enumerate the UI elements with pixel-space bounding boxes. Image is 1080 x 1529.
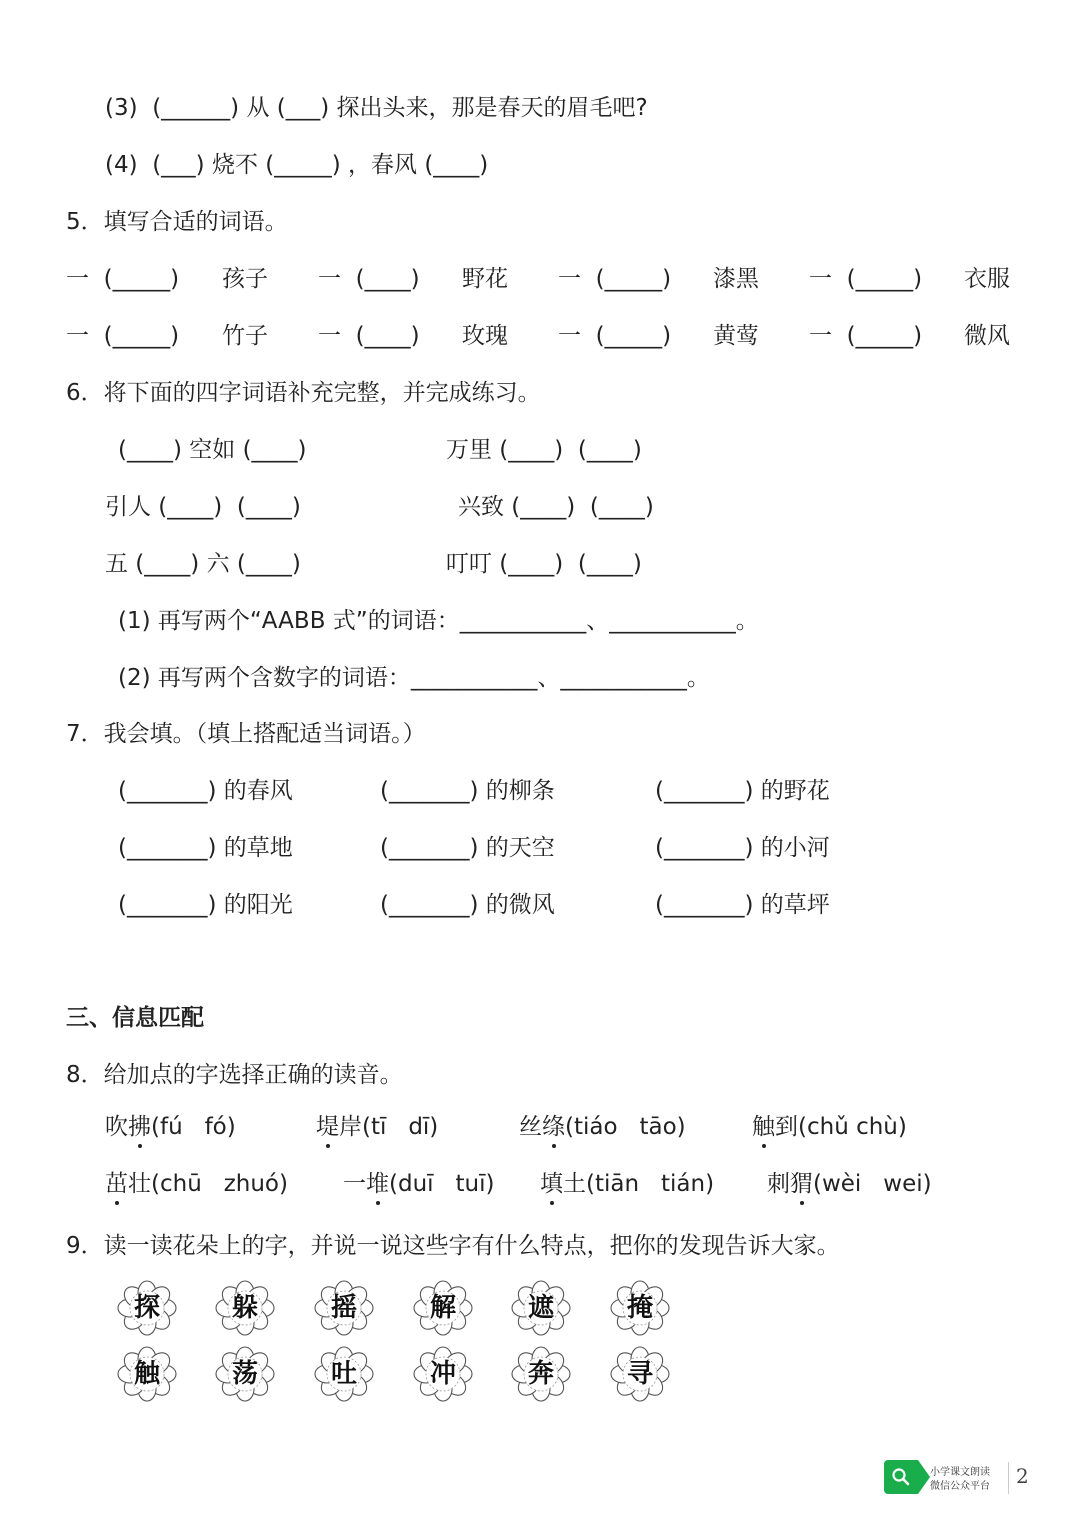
- q8-dotted-char: 猬: [790, 1171, 813, 1197]
- q8-item: [767, 1169, 932, 1199]
- flower-icon: [605, 1276, 675, 1340]
- q8-char: 刺: [767, 1171, 790, 1197]
- q7-item: (_______) 的野花: [655, 778, 830, 804]
- flower-icon: [605, 1342, 675, 1406]
- q7-item: (_______) 的柳条: [380, 778, 555, 804]
- q5-word: 玫瑰: [462, 323, 508, 349]
- q7-title: 7．我会填。（填上搭配适当词语。）: [66, 721, 426, 747]
- q8-reading: (chū zhuó): [151, 1171, 288, 1197]
- q8-dotted-char: 茁: [105, 1171, 128, 1197]
- flower-char: 探: [133, 1293, 160, 1323]
- q8-item: [316, 1112, 438, 1142]
- flower-char: 摇: [330, 1293, 357, 1323]
- flower-icon: [309, 1276, 379, 1340]
- q5-word: 漆黑: [713, 266, 759, 292]
- q8-dotted-char: 绦: [542, 1114, 565, 1140]
- q6-idiom: 引人 (____) (____): [105, 494, 301, 520]
- badge-line-2: 微信公众平台: [930, 1481, 990, 1492]
- q5-word: 微风: [964, 323, 1010, 349]
- q7-item: (_______) 的春风: [118, 778, 293, 804]
- flower-char: 遮: [527, 1293, 554, 1323]
- flower-char: 触: [133, 1359, 160, 1389]
- q8-dotted-char: 拂: [128, 1114, 151, 1140]
- flower-icon: [506, 1342, 576, 1406]
- q5-blank: 一 (_____): [66, 323, 180, 349]
- flower-char: 掩: [626, 1293, 653, 1323]
- q8-reading: (wèi wei): [813, 1171, 932, 1197]
- q5-blank: 一 (_____): [809, 323, 923, 349]
- flower-char: 冲: [429, 1359, 456, 1389]
- flower-char: 荡: [231, 1359, 258, 1389]
- flower-char: 吐: [330, 1359, 357, 1389]
- q8-reading: (duī tuī): [389, 1171, 495, 1197]
- q8-char: 一: [343, 1171, 366, 1197]
- badge-line-1: 小学课文朗读: [930, 1467, 990, 1478]
- q5-blank: 一 (____): [318, 266, 420, 292]
- q8-item: [343, 1169, 494, 1199]
- flower-char: 奔: [527, 1359, 554, 1389]
- q5-blank: 一 (____): [318, 323, 420, 349]
- q7-item: (_______) 的微风: [380, 892, 555, 918]
- badge-divider: [1008, 1462, 1009, 1494]
- q8-title: 8．给加点的字选择正确的读音。: [66, 1062, 403, 1088]
- q6-idiom: 兴致 (____) (____): [458, 494, 654, 520]
- q9-title: 9．读一读花朵上的字，并说一说这些字有什么特点，把你的发现告诉大家。: [66, 1233, 840, 1259]
- wechat-badge: [884, 1458, 1034, 1498]
- q5-word: 衣服: [964, 266, 1010, 292]
- q8-char: 到: [775, 1114, 798, 1140]
- q6-sub-1: (1) 再写两个“AABB 式”的词语：___________、___________。: [118, 608, 759, 634]
- q8-char: 丝: [519, 1114, 542, 1140]
- q7-item: (_______) 的草坪: [655, 892, 830, 918]
- flower-icon: [210, 1276, 280, 1340]
- q8-char: 吹: [105, 1114, 128, 1140]
- search-icon: [891, 1467, 911, 1487]
- q4-line-4: (4) (___) 烧不 (_____) ，春风 (____): [105, 152, 489, 178]
- q7-item: (_______) 的阳光: [118, 892, 293, 918]
- flower-icon: [112, 1342, 182, 1406]
- q8-dotted-char: 堤: [316, 1114, 339, 1140]
- q5-title: 5．填写合适的词语。: [66, 209, 288, 235]
- q8-char: 土: [563, 1171, 586, 1197]
- q8-dotted-char: 触: [752, 1114, 775, 1140]
- q8-item: [540, 1169, 714, 1199]
- section-3-heading: 三、信息匹配: [66, 1005, 204, 1031]
- q8-item: [752, 1112, 907, 1142]
- q6-sub-2: (2) 再写两个含数字的词语：___________、___________。: [118, 665, 710, 691]
- flower-char: 寻: [626, 1359, 653, 1389]
- q6-idiom: 叮叮 (____) (____): [446, 551, 642, 577]
- q5-word: 竹子: [222, 323, 268, 349]
- q8-item: [105, 1169, 288, 1199]
- q8-dotted-char: 填: [540, 1171, 563, 1197]
- q7-item: (_______) 的天空: [380, 835, 555, 861]
- flower-char: 解: [429, 1293, 456, 1323]
- q7-item: (_______) 的草地: [118, 835, 293, 861]
- flower-char: 躲: [231, 1293, 258, 1323]
- q8-item: [519, 1112, 686, 1142]
- q6-idiom: 万里 (____) (____): [446, 437, 642, 463]
- q8-char: 壮: [128, 1171, 151, 1197]
- q8-reading: (chǔ chù): [798, 1114, 907, 1140]
- q5-word: 野花: [462, 266, 508, 292]
- flower-grid: [112, 1276, 692, 1416]
- q5-word: 孩子: [222, 266, 268, 292]
- flower-icon: [408, 1342, 478, 1406]
- q7-item: (_______) 的小河: [655, 835, 830, 861]
- page-number: 2: [1016, 1464, 1029, 1488]
- q8-item: [105, 1112, 236, 1142]
- flower-icon: [408, 1276, 478, 1340]
- flower-icon: [112, 1276, 182, 1340]
- q5-blank: 一 (_____): [809, 266, 923, 292]
- q8-dotted-char: 堆: [366, 1171, 389, 1197]
- q8-reading: (tiáo tāo): [565, 1114, 686, 1140]
- q8-char: 岸: [339, 1114, 362, 1140]
- q6-idiom: 五 (____) 六 (____): [105, 551, 301, 577]
- flower-icon: [210, 1342, 280, 1406]
- q8-reading: (fú fó): [151, 1114, 236, 1140]
- q5-blank: 一 (_____): [558, 266, 672, 292]
- q6-title: 6．将下面的四字词语补充完整，并完成练习。: [66, 380, 541, 406]
- q6-idiom: (____) 空如 (____): [118, 437, 307, 463]
- flower-icon: [309, 1342, 379, 1406]
- q8-reading: (tiān tián): [586, 1171, 715, 1197]
- flower-icon: [506, 1276, 576, 1340]
- q5-word: 黄莺: [713, 323, 759, 349]
- q8-reading: (tī dī): [362, 1114, 439, 1140]
- q5-blank: 一 (_____): [66, 266, 180, 292]
- q5-blank: 一 (_____): [558, 323, 672, 349]
- q4-line-3: (3) (______) 从 (___) 探出头来，那是春天的眉毛吧?: [105, 95, 648, 121]
